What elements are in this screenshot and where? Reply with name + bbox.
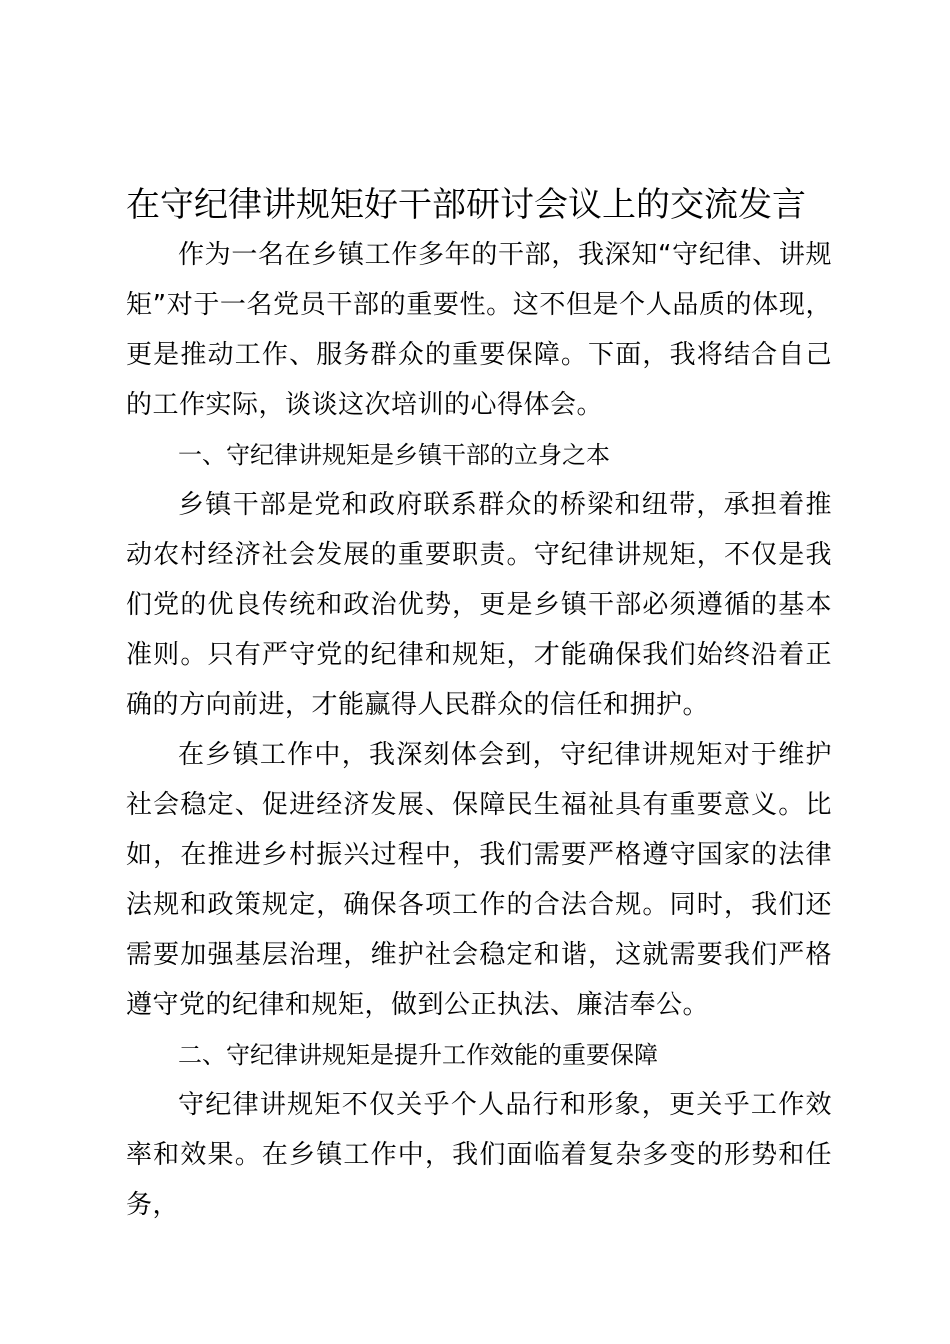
- paragraph-section1-a: 乡镇干部是党和政府联系群众的桥梁和纽带，承担着推动农村经济社会发展的重要职责。守纪律讲规矩，不仅是我们党的优良传统和政治优势，更是乡镇干部必须遵循的基本准则。只有严守党的纪律和规矩，才能确保我们始终沿着正确的方向前进，才能赢得人民群众的信任和拥护。: [126, 490, 832, 720]
- document-title: 在守纪律讲规矩好干部研讨会议上的交流发言: [126, 185, 806, 225]
- section-heading-2: 二、守纪律讲规矩是提升工作效能的重要保障: [178, 1041, 658, 1069]
- paragraph-intro: 作为一名在乡镇工作多年的干部，我深知“守纪律、讲规矩”对于一名党员干部的重要性。这不但是个人品质的体现，更是推动工作、服务群众的重要保障。下面，我将结合自己的工作实际，谈谈这次培训的心得体会。: [126, 240, 832, 420]
- paragraph-section1-b: 在乡镇工作中，我深刻体会到，守纪律讲规矩对于维护社会稳定、促进经济发展、保障民生福祉具有重要意义。比如，在推进乡村振兴过程中，我们需要严格遵守国家的法律法规和政策规定，确保各项工作的合法合规。同时，我们还需要加强基层治理，维护社会稳定和谐，这就需要我们严格遵守党的纪律和规矩，做到公正执法、廉洁奉公。: [126, 740, 832, 1020]
- section-heading-1: 一、守纪律讲规矩是乡镇干部的立身之本: [178, 441, 610, 469]
- document-body: [126, 230, 832, 1230]
- paragraph-section2-a: 守纪律讲规矩不仅关乎个人品行和形象，更关乎工作效率和效果。在乡镇工作中，我们面临着复杂多变的形势和任务，: [126, 1090, 832, 1220]
